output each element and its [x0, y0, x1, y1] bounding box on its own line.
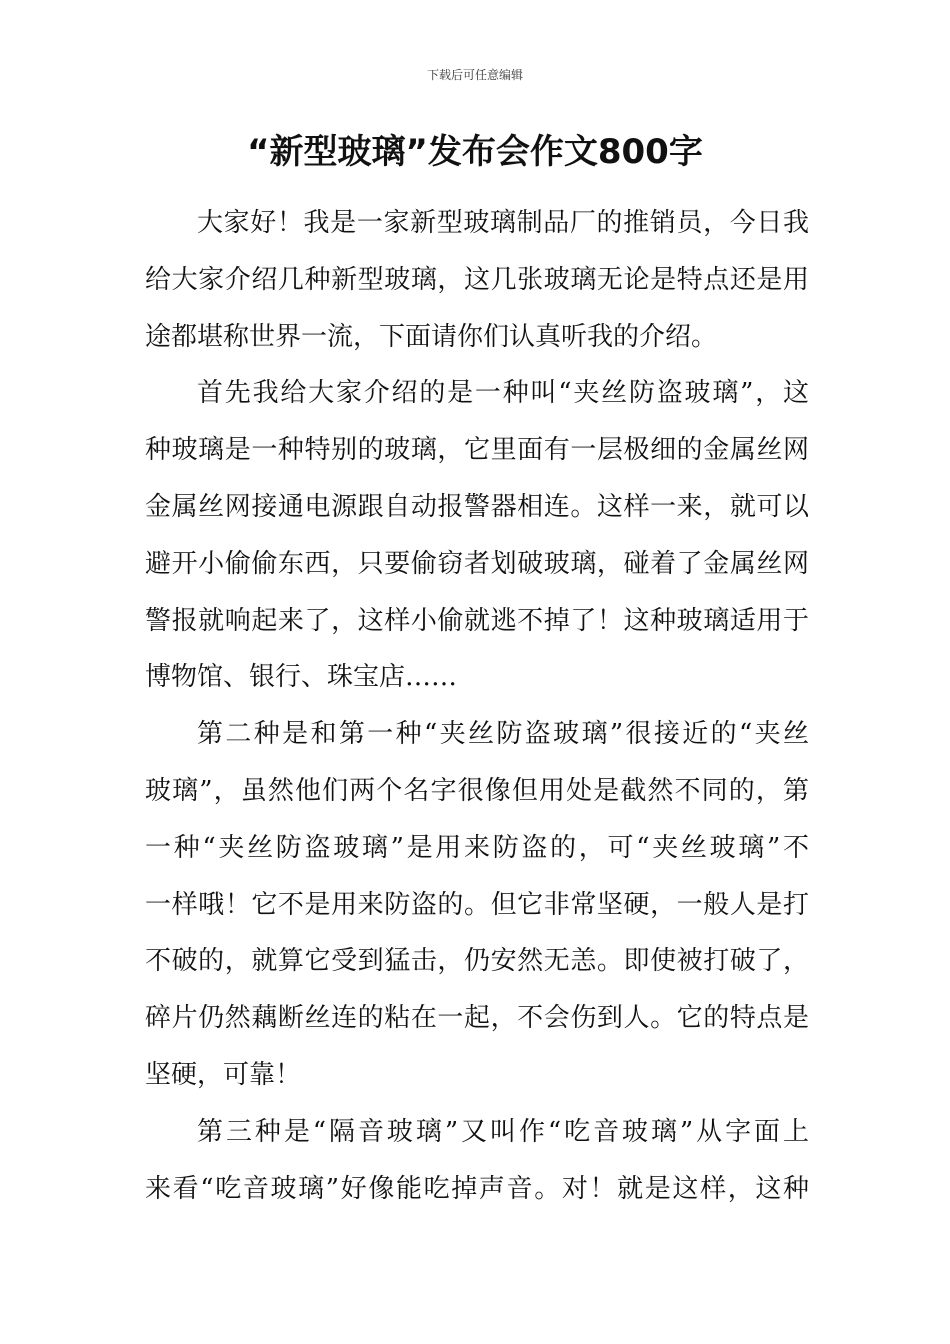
paragraph-line: 种玻璃是一种特别的玻璃，它里面有一层极细的金属丝网 [145, 435, 809, 466]
paragraph-line: 给大家介绍几种新型玻璃，这几张玻璃无论是特点还是用 [145, 264, 809, 295]
paragraph-line: 一样哦！它不是用来防盗的。但它非常坚硬，一般人是打 [145, 889, 809, 920]
paragraph-line: 避开小偷偷东西，只要偷窃者划破玻璃，碰着了金属丝网 [145, 548, 809, 579]
paragraph-line: 一种“夹丝防盗玻璃”是用来防盗的，可“夹丝玻璃”不 [145, 832, 809, 863]
paragraph-line: 警报就响起来了，这样小偷就逃不掉了！这种玻璃适用于 [145, 605, 809, 636]
paragraph-line: 途都堪称世界一流，下面请你们认真听我的介绍。 [145, 321, 718, 352]
paragraph-line: 不破的，就算它受到猛击，仍安然无恙。即使被打破了， [145, 946, 809, 977]
article-body [145, 195, 809, 1217]
paragraph-line: 博物馆、银行、珠宝店…… [145, 662, 458, 693]
paragraph-line: 坚硬，可靠！ [145, 1059, 302, 1090]
paragraph-line: 金属丝网接通电源跟自动报警器相连。这样一来，就可以 [145, 491, 809, 522]
paragraph-line: 首先我给大家介绍的是一种叫“夹丝防盗玻璃”，这 [197, 378, 809, 409]
paragraph-line: 来看“吃音玻璃”好像能吃掉声音。对！就是这样，这种 [145, 1173, 809, 1204]
paragraph-line: 第二种是和第一种“夹丝防盗玻璃”很接近的“夹丝 [197, 719, 809, 750]
paragraph-line: 玻璃”，虽然他们两个名字很像但用处是截然不同的，第 [145, 775, 809, 806]
paragraph-line: 大家好！我是一家新型玻璃制品厂的推销员，今日我 [197, 208, 809, 238]
paragraph-line: 碎片仍然藕断丝连的粘在一起，不会伤到人。它的特点是 [145, 1003, 809, 1034]
paragraph-line: 第三种是“隔音玻璃”又叫作“吃音玻璃”从字面上 [197, 1116, 809, 1147]
header-note: 下载后可任意编辑 [426, 68, 523, 82]
page-title: “新型玻璃”发布会作文800字 [247, 132, 703, 172]
